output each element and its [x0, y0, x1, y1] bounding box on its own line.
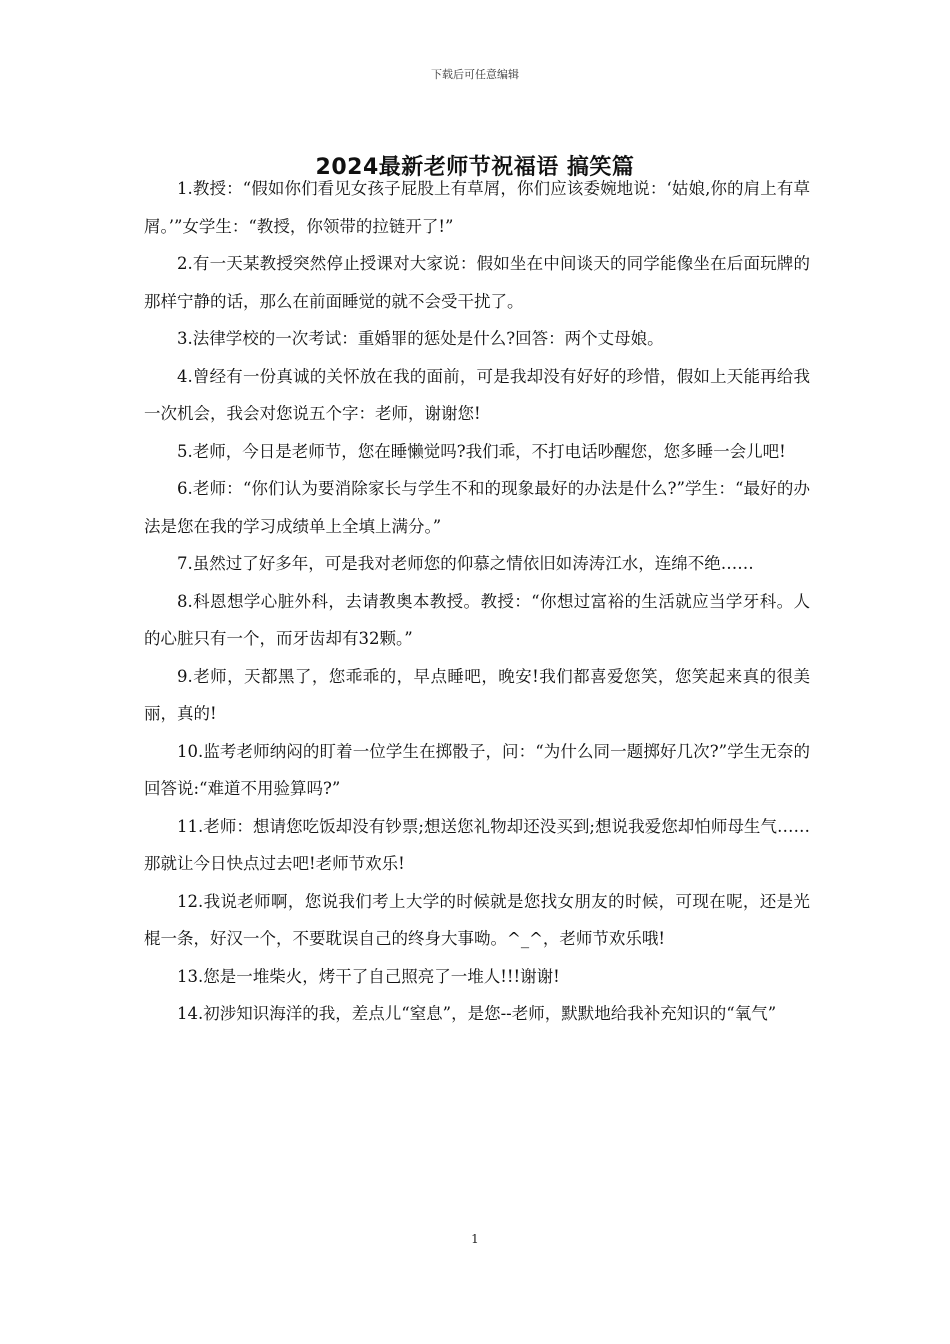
paragraph-3: 3.法律学校的一次考试：重婚罪的惩处是什么?回答：两个丈母娘。 — [177, 329, 664, 348]
paragraph-8: 8.科恩想学心脏外科，去请教奥本教授。教授：“你想过富裕的生活就应当学牙科。人的心脏只有一个，而牙齿却有32颗。” — [144, 591, 810, 648]
page-number: 1 — [471, 1232, 479, 1246]
paragraph-14: 14.初涉知识海洋的我，差点儿“窒息”，是您--老师，默默地给我补充知识的“氧气” — [177, 1004, 777, 1023]
paragraph-5: 5.老师，今日是老师节，您在睡懒觉吗?我们乖，不打电话吵醒您，您多睡一会儿吧! — [177, 441, 786, 461]
paragraph-7: 7.虽然过了好多年，可是我对老师您的仰慕之情依旧如涛涛江水，连绵不绝…… — [177, 554, 754, 573]
document-title: 2024最新老师节祝福语 搞笑篇 — [315, 155, 635, 180]
paragraph-12: 12.我说老师啊，您说我们考上大学的时候就是您找女朋友的时候，可现在呢，还是光棍一条，好汉一个，不要耽误自己的终身大事呦。^_^，老师节欢乐哦! — [144, 891, 810, 948]
paragraph-13: 13.您是一堆柴火，烤干了自己照亮了一堆人!!!谢谢! — [177, 966, 560, 986]
page-header: 下载后可任意编辑 — [431, 68, 519, 81]
paragraph-4: 4.曾经有一份真诚的关怀放在我的面前，可是我却没有好好的珍惜，假如上天能再给我一次机会，我会对您说五个字：老师，谢谢您! — [144, 366, 810, 423]
document-body — [144, 170, 810, 1033]
paragraph-10: 10.监考老师纳闷的盯着一位学生在掷骰子，问：“为什么同一题掷好几次?”学生无奈的回答说:“难道不用验算吗?” — [144, 741, 810, 798]
paragraph-6: 6.老师：“你们认为要消除家长与学生不和的现象最好的办法是什么?”学生：“最好的办法是您在我的学习成绩单上全填上满分。” — [144, 479, 810, 536]
paragraph-9: 9.老师，天都黑了，您乖乖的，早点睡吧，晚安!我们都喜爱您笑，您笑起来真的很美丽，真的! — [144, 666, 810, 723]
paragraph-11: 11.老师：想请您吃饭却没有钞票;想送您礼物却还没买到;想说我爱您却怕师母生气……那就让今日快点过去吧!老师节欢乐! — [144, 816, 810, 873]
paragraph-1: 1.教授：“假如你们看见女孩子屁股上有草屑，你们应该委婉地说：‘姑娘,你的肩上有草屑。’”女学生：“教授，你领带的拉链开了!” — [144, 179, 810, 236]
paragraph-2: 2.有一天某教授突然停止授课对大家说：假如坐在中间谈天的同学能像坐在后面玩牌的那样宁静的话，那么在前面睡觉的就不会受干扰了。 — [144, 254, 810, 311]
